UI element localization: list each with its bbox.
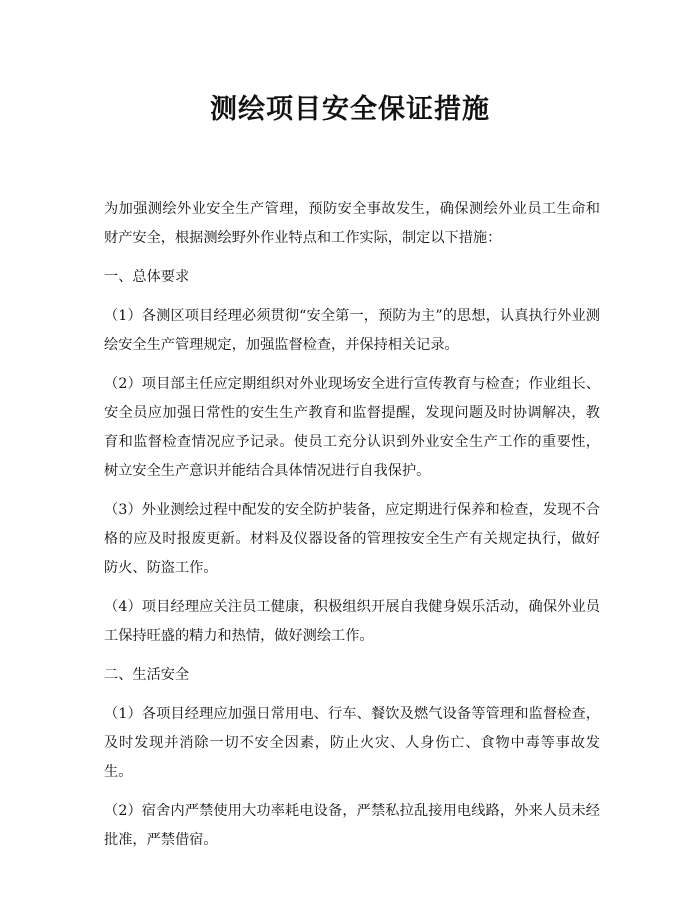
general-requirement-2: （2）项目部主任应定期组织对外业现场安全进行宣传教育与检查；作业组长、安全员应加强日常性的安生生产教育和监督提醒，发现问题及时协调解决，教育和监督检查情况应予记录。使员工充分认识到外业安全生产工作的重要性，树立安全生产意识并能结合具体情况进行自我保护。 (104, 376, 600, 479)
life-safety-2: （2）宿舍内严禁使用大功率耗电设备，严禁私拉乱接用电线路，外来人员未经批准，严禁借宿。 (104, 803, 600, 848)
document-body (104, 195, 600, 865)
general-requirement-1: （1）各测区项目经理必须贯彻“安全第一，预防为主”的思想，认真执行外业测绘安全生产管理规定，加强监督检查，并保持相关记录。 (104, 308, 600, 353)
section-heading-life-safety: 二、生活安全 (104, 667, 190, 683)
general-requirement-3: （3）外业测绘过程中配发的安全防护装备，应定期进行保养和检查，发现不合格的应及时报废更新。材料及仪器设备的管理按安全生产有关规定执行，做好防火、防盗工作。 (104, 502, 600, 576)
intro-paragraph: 为加强测绘外业安全生产管理，预防安全事故发生，确保测绘外业员工生命和财产安全，根据测绘野外作业特点和工作实际，制定以下措施： (104, 201, 600, 246)
document-title: 测绘项目安全保证措施 (210, 94, 490, 125)
section-heading-general-requirements: 一、总体要求 (104, 269, 190, 285)
life-safety-1: （1）各项目经理应加强日常用电、行车、餐饮及燃气设备等管理和监督检查，及时发现并消除一切不安全因素，防止火灾、人身伤亡、食物中毒等事故发生。 (104, 706, 600, 780)
general-requirement-4: （4）项目经理应关注员工健康，积极组织开展自我健身娱乐活动，确保外业员工保持旺盛的精力和热情，做好测绘工作。 (104, 599, 600, 644)
